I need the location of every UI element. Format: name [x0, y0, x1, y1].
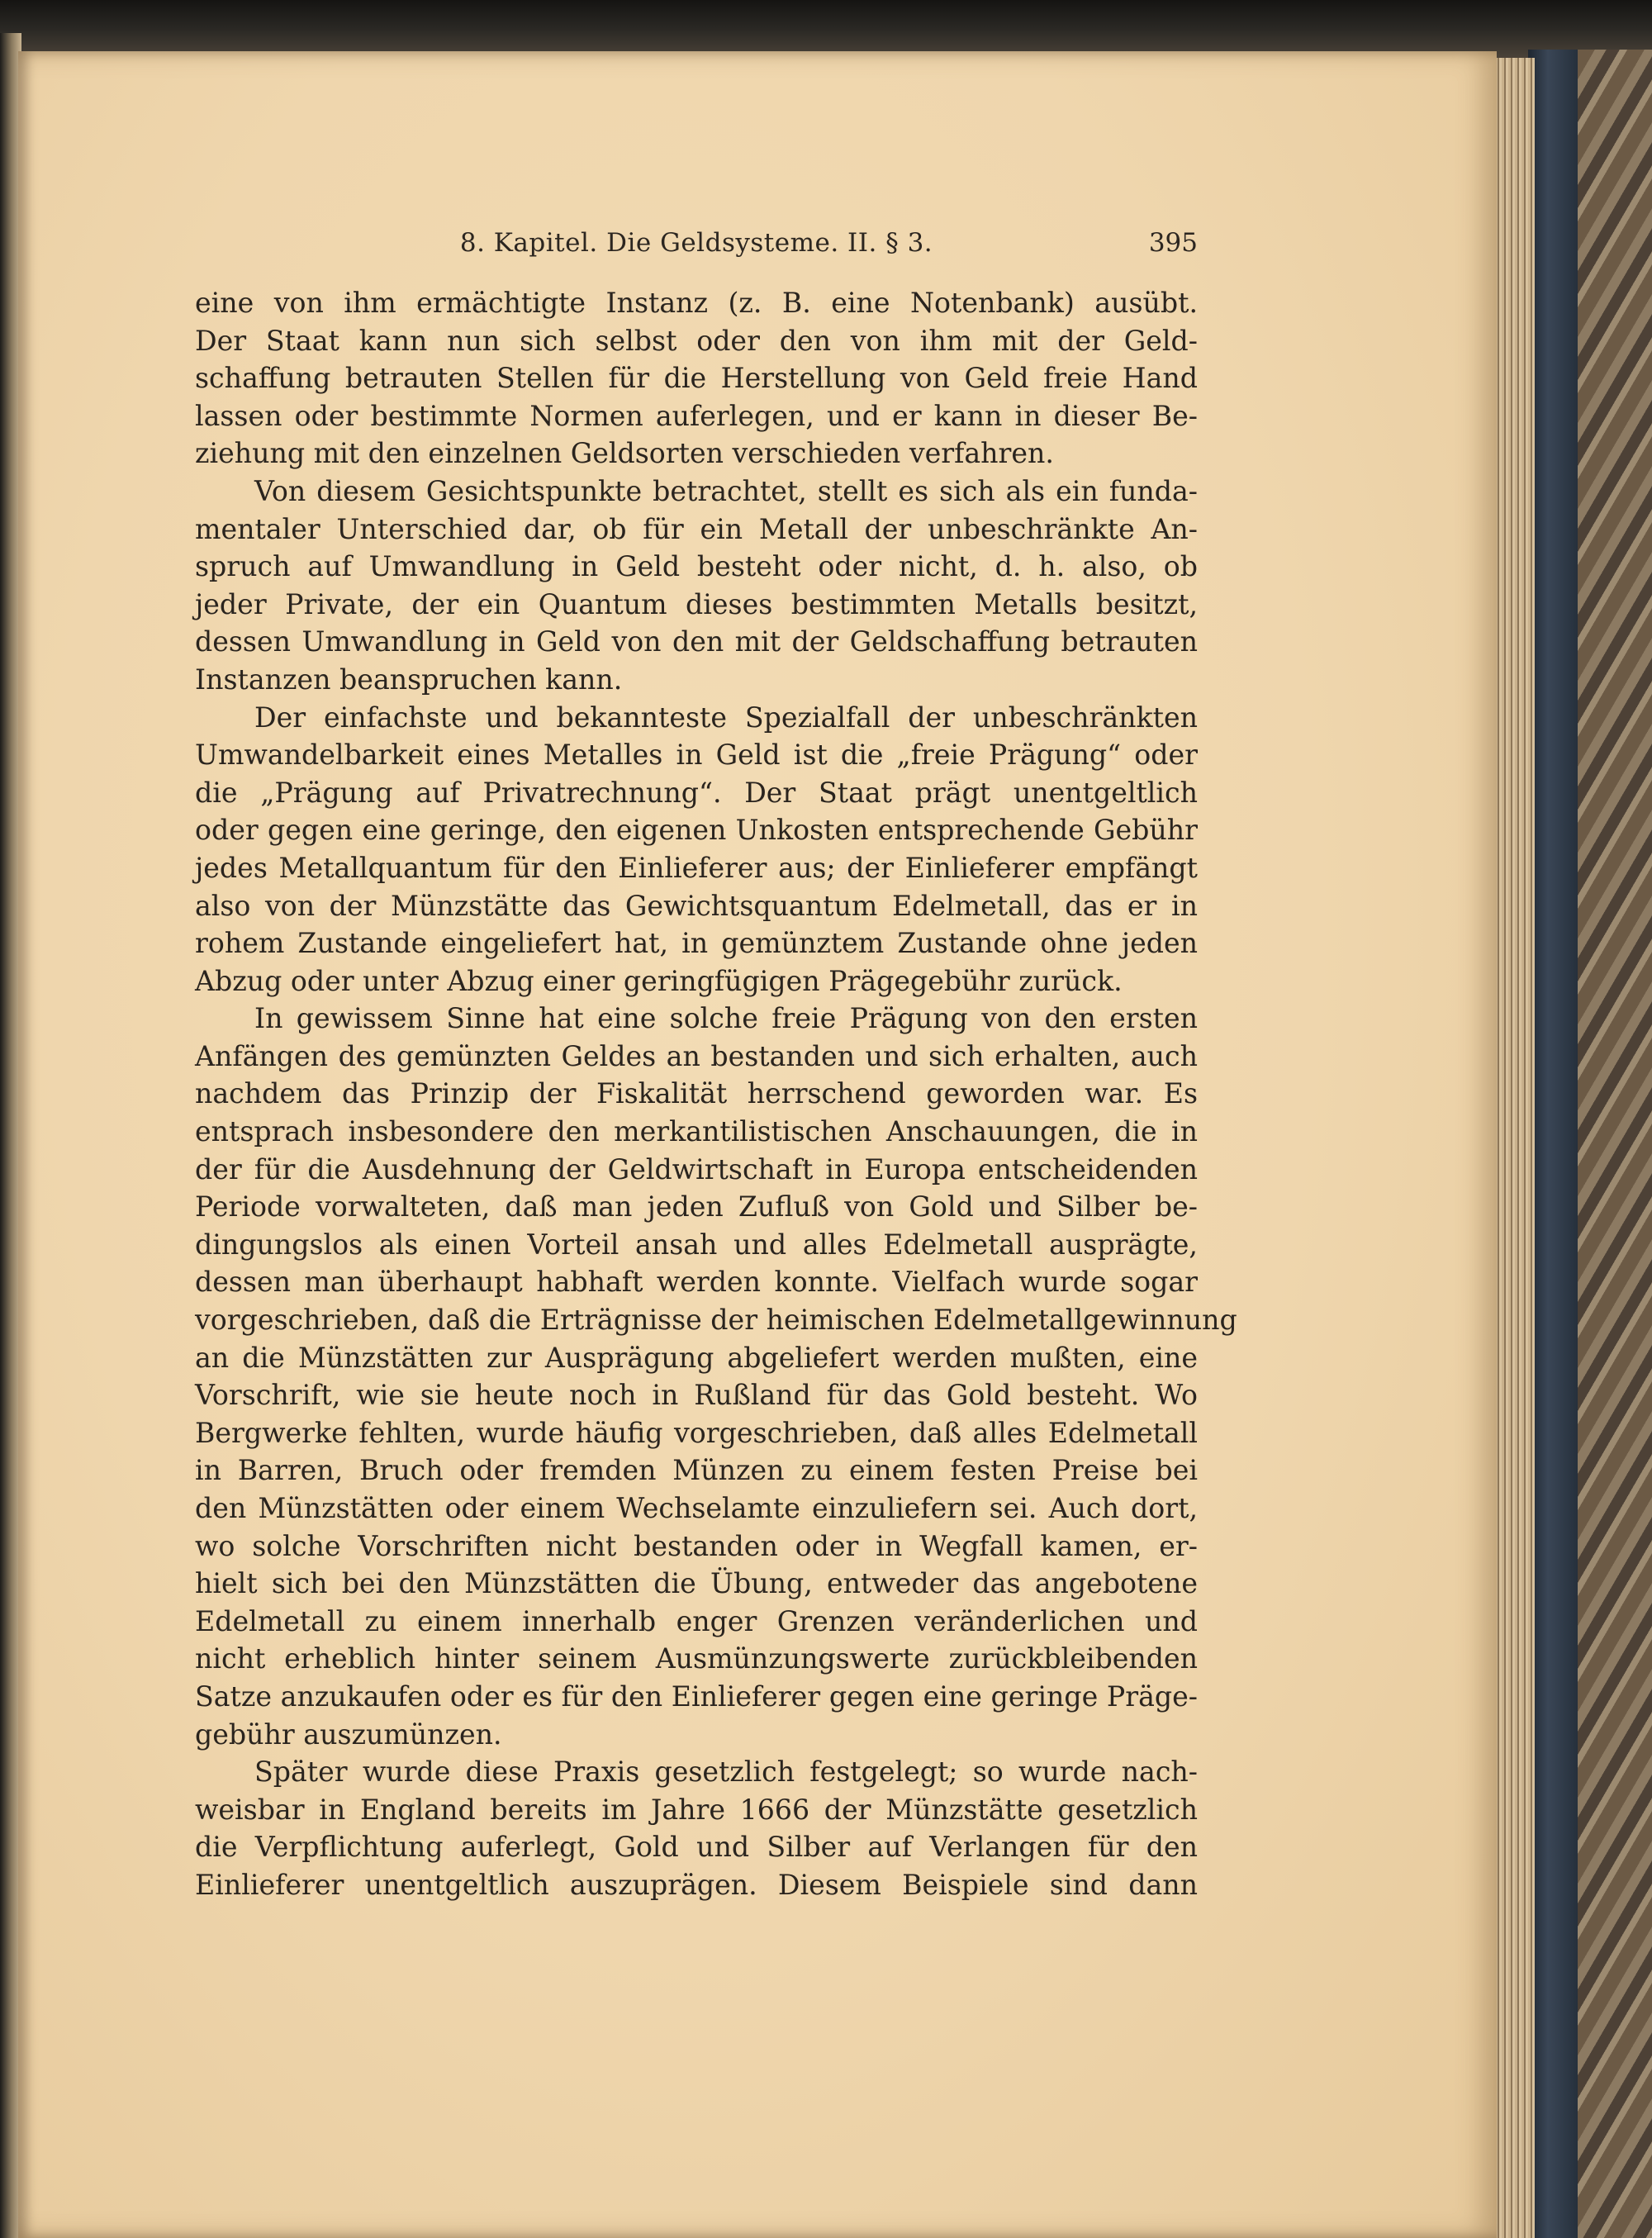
text-line: dessen man überhaupt habhaft werden konnte. Vielfach wurde sogar	[195, 1266, 1198, 1299]
text-line: dingungslos als einen Vorteil ansah und alles Edelmetall ausprägte,	[195, 1228, 1198, 1261]
text-line: hielt sich bei den Münzstätten die Übung, entweder das angebotene	[195, 1567, 1198, 1600]
text-line: lassen oder bestimmte Normen auferlegen, und er kann in dieser Be-	[195, 399, 1198, 432]
text-line: weisbar in England bereits im Jahre 1666 der Münzstätte gesetzlich	[195, 1793, 1198, 1826]
text-line: wo solche Vorschriften nicht bestanden oder in Wegfall kamen, er-	[195, 1529, 1198, 1562]
text-line: nicht erheblich hinter seinem Ausmünzungswerte zurückbleibenden	[195, 1642, 1198, 1675]
running-head-title: 8. Kapitel. Die Geldsysteme. II. § 3.	[459, 228, 933, 258]
text-line: gebühr auszumünzen.	[195, 1718, 502, 1751]
text-line: ziehung mit den einzelnen Geldsorten verschieden verfahren.	[195, 437, 1054, 470]
text-line: jeder Private, der ein Quantum dieses bestimmten Metalls besitzt,	[195, 587, 1198, 620]
cover-spine-edge	[1528, 50, 1578, 2238]
text-line: Edelmetall zu einem innerhalb enger Grenzen veränderlichen und	[195, 1604, 1198, 1637]
text-line: Vorschrift, wie sie heute noch in Rußland für das Gold besteht. Wo	[195, 1379, 1198, 1412]
text-line: Periode vorwalteten, daß man jeden Zufluß von Gold und Silber be-	[195, 1190, 1198, 1224]
text-line: Satze anzukaufen oder es für den Einlieferer gegen eine geringe Präge-	[195, 1680, 1198, 1713]
page-number: 395	[1148, 228, 1198, 258]
text-line: Von diesem Gesichtspunkte betrachtet, stellt es sich als ein funda-	[254, 474, 1198, 507]
text-line: Bergwerke fehlten, wurde häufig vorgeschrieben, daß alles Edelmetall	[195, 1416, 1198, 1449]
text-line: schaffung betrauten Stellen für die Herstellung von Geld freie Hand	[195, 362, 1198, 395]
text-line: Umwandelbarkeit eines Metalles in Geld ist die „freie Prägung“ oder	[195, 739, 1198, 772]
text-line: mentaler Unterschied dar, ob für ein Metall der unbeschränkte An-	[195, 512, 1198, 545]
text-line: Anfängen des gemünzten Geldes an bestanden und sich erhalten, auch	[195, 1039, 1198, 1072]
text-line: nachdem das Prinzip der Fiskalität herrschend geworden war. Es	[195, 1077, 1198, 1110]
text-line: der für die Ausdehnung der Geldwirtschaft in Europa entscheidenden	[195, 1152, 1198, 1186]
text-line: den Münzstätten oder einem Wechselamte einzuliefern sei. Auch dort,	[195, 1492, 1198, 1524]
book-top-shadow	[0, 0, 1652, 58]
text-line: spruch auf Umwandlung in Geld besteht oder nicht, d. h. also, ob	[195, 550, 1198, 583]
text-line: vorgeschrieben, daß die Erträgnisse der heimischen Edelmetallgewinnung	[195, 1304, 1237, 1337]
running-header	[195, 228, 1198, 261]
body-text	[195, 284, 1237, 1904]
text-line: Später wurde diese Praxis gesetzlich festgelegt; so wurde nach-	[254, 1756, 1198, 1789]
text-line: entsprach insbesondere den merkantilistischen Anschauungen, die in	[195, 1115, 1198, 1148]
text-line: die Verpflichtung auferlegt, Gold und Silber auf Verlangen für den	[195, 1831, 1198, 1864]
text-line: in Barren, Bruch oder fremden Münzen zu einem festen Preise bei	[195, 1454, 1198, 1487]
text-line: also von der Münzstätte das Gewichtsquantum Edelmetall, das er in	[195, 889, 1198, 922]
text-line: oder gegen eine geringe, den eigenen Unkosten entsprechende Gebühr	[195, 814, 1198, 847]
text-line: jedes Metallquantum für den Einlieferer aus; der Einlieferer empfängt	[195, 851, 1198, 884]
text-line: Instanzen beanspruchen kann.	[195, 663, 623, 696]
text-line: eine von ihm ermächtigte Instanz (z. B. eine Notenbank) ausübt.	[195, 287, 1198, 319]
text-line: an die Münzstätten zur Ausprägung abgeliefert werden mußten, eine	[195, 1341, 1198, 1374]
text-line: dessen Umwandlung in Geld von den mit der Geldschaffung betrauten	[195, 625, 1198, 658]
text-line: Abzug oder unter Abzug einer geringfügigen Prägegebühr zurück.	[195, 964, 1123, 997]
text-line: rohem Zustande eingeliefert hat, in gemünztem Zustande ohne jeden	[195, 927, 1198, 960]
text-line: Der Staat kann nun sich selbst oder den von ihm mit der Geld-	[195, 324, 1198, 357]
text-line: die „Prägung auf Privatrechnung“. Der Staat prägt unentgeltlich	[195, 776, 1198, 809]
text-line: In gewissem Sinne hat eine solche freie Prägung von den ersten	[254, 1002, 1198, 1035]
text-line: Der einfachste und bekannteste Spezialfall der unbeschränkten	[254, 701, 1198, 734]
text-line: Einlieferer unentgeltlich auszuprägen. Diesem Beispiele sind dann	[195, 1868, 1198, 1901]
